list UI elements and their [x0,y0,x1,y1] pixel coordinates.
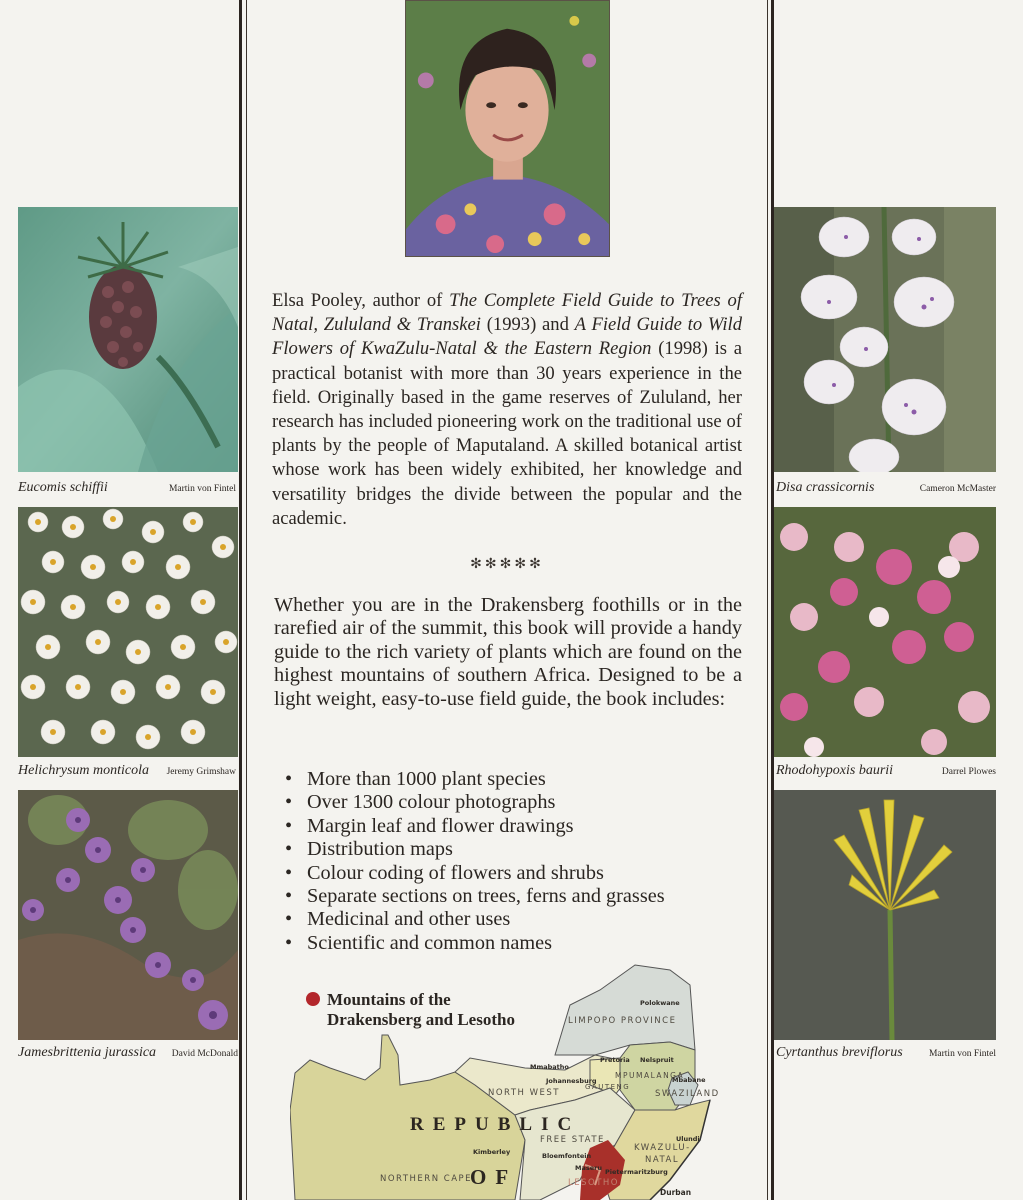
bullet-icon: • [285,861,293,884]
bullet-icon: • [285,768,293,790]
features-list [285,768,755,955]
column-divider-left-thick [239,0,242,1200]
book-title-wild-flowers: A Field Guide to Wild Flowers of KwaZulu-Natal & the Eastern Region [272,314,742,360]
city-mbabane: Mbabane [672,1076,706,1084]
map-country-word-of: OF [470,1165,518,1189]
bullet-icon: • [285,838,293,861]
feature-item [285,862,755,885]
city-kimberley: Kimberley [473,1148,511,1156]
photo-cyrtanthus-breviflorus [774,790,996,1040]
region-label-kzn-1: KWAZULU- [634,1143,691,1153]
helichrysum-flowers-image [18,507,238,757]
photo-credit: David McDonald [171,1049,238,1059]
author-name: Elsa Pooley [272,290,362,311]
caption-eucomis [18,480,236,504]
photo-jamesbrittenia-jurassica [18,790,238,1040]
region-label-free-state: FREE STATE [540,1135,605,1145]
photo-rhodohypoxis-baurii [774,507,996,757]
caption-cyrtanthus [776,1045,996,1069]
caption-rhodohypoxis [776,763,996,787]
bio-text-part: , author of [361,290,450,311]
rhodohypoxis-flowers-image [774,507,996,757]
cyrtanthus-flower-image [774,790,996,1040]
photo-credit: Martin von Fintel [168,484,236,494]
section-separator: ✻✻✻✻✻ [470,557,544,572]
disa-orchid-image [774,207,996,472]
species-name: Jamesbrittenia jurassica [18,1045,157,1060]
photo-credit: Jeremy Grimshaw [166,767,236,777]
feature-text: Over 1300 colour photographs [307,791,556,814]
legend-dot-icon [306,992,320,1006]
map-legend [308,990,515,1030]
species-name: Eucomis schiffii [18,480,108,495]
region-label-limpopo: LIMPOPO PROVINCE [568,1016,677,1026]
bullet-icon: • [285,885,293,908]
photo-disa-crassicornis [774,207,996,472]
map-country-word-republic: REPUBLIC [410,1114,581,1135]
city-polokwane: Polokwane [640,999,680,1007]
caption-helichrysum [18,763,236,787]
region-label-northern-cape: NORTHERN CAPE [380,1174,473,1184]
bullet-icon: • [285,791,293,814]
city-ulundi: Ulundi [676,1135,700,1143]
photo-credit: Darrel Plowes [941,767,996,777]
city-pietermaritzburg: Pietermaritzburg [605,1168,668,1176]
region-label-kzn-2: NATAL [645,1155,680,1165]
photo-eucomis-schiffii [18,207,238,472]
species-name: Disa crassicornis [776,480,875,495]
species-name: Rhodohypoxis baurii [776,763,894,778]
book-description: Whether you are in the Drakensberg foothills or in the rarefied air of the summit, this book will provide a handy guide to the rich variety of plants which are found on the highest mountains of southern Africa. Designed to be a light weight, easy-to-use field guide, the book includes: [274,594,742,710]
city-durban: Durban [660,1188,692,1197]
feature-item [285,908,755,931]
bio-text-part: (1998) is a practical botanist with more than 30 years experience in the field. Originally based in the game reserves of Zululand, her research has included pioneering work on the traditional use of plants by the people of Maputaland. A skilled botanical artist whose work has been widely exhibited, her knowledge and versatility bridges the divide between the popular and the academic. [272,338,742,529]
column-divider-left-thin [246,0,247,1200]
city-johannesburg: Johannesburg [546,1077,597,1085]
species-name: Helichrysum monticola [18,763,150,778]
region-label-north-west: NORTH WEST [488,1088,560,1098]
bullet-icon: • [285,908,293,931]
feature-item [285,885,755,908]
caption-disa [776,480,996,504]
jamesbrittenia-flowers-image [18,790,238,1040]
feature-item [285,815,755,838]
city-maseru: Maseru [575,1164,602,1172]
feature-text: Scientific and common names [307,931,552,954]
city-pretoria: Pretoria [600,1056,630,1064]
city-mmabatho: Mmabatho [530,1063,569,1071]
region-label-lesotho: LESOTHO [568,1178,619,1188]
feature-text: Separate sections on trees, ferns and grasses [307,885,665,908]
bullet-icon: • [285,931,293,954]
region-label-gauteng: GAUTENG [585,1083,631,1091]
feature-item [285,932,755,955]
city-bloemfontein: Bloemfontein [542,1152,592,1160]
column-divider-right-thin [767,0,768,1200]
legend-line-1: Mountains of the [327,990,451,1009]
region-label-swaziland: SWAZILAND [655,1089,720,1099]
bullet-icon: • [285,814,293,837]
author-portrait [405,0,610,257]
feature-text: Margin leaf and flower drawings [307,814,574,837]
legend-line-2: Drakensberg and Lesotho [327,1010,515,1029]
feature-text: Colour coding of flowers and shrubs [307,861,604,884]
species-name: Cyrtanthus breviflorus [776,1045,903,1060]
region-label-mpumalanga: MPUMALANGA [615,1071,685,1080]
bio-text-part: (1993) and [480,314,575,336]
city-nelspruit: Nelspruit [640,1056,674,1064]
eucomis-plant-image [18,207,238,472]
caption-jamesbrittenia [18,1045,238,1069]
author-bio [272,289,742,531]
photo-credit: Cameron McMaster [919,484,996,494]
photo-helichrysum-monticola [18,507,238,757]
feature-text: Medicinal and other uses [307,908,511,931]
author-photo-image [406,1,609,256]
photo-credit: Martin von Fintel [928,1049,996,1059]
feature-item [285,791,755,814]
book-title-trees: The Complete Field Guide to Trees of Natal, Zululand & Transkei [272,290,743,336]
feature-item [285,768,755,791]
feature-item [285,838,755,861]
feature-text: Distribution maps [307,838,453,861]
feature-text: More than 1000 plant species [307,768,546,790]
